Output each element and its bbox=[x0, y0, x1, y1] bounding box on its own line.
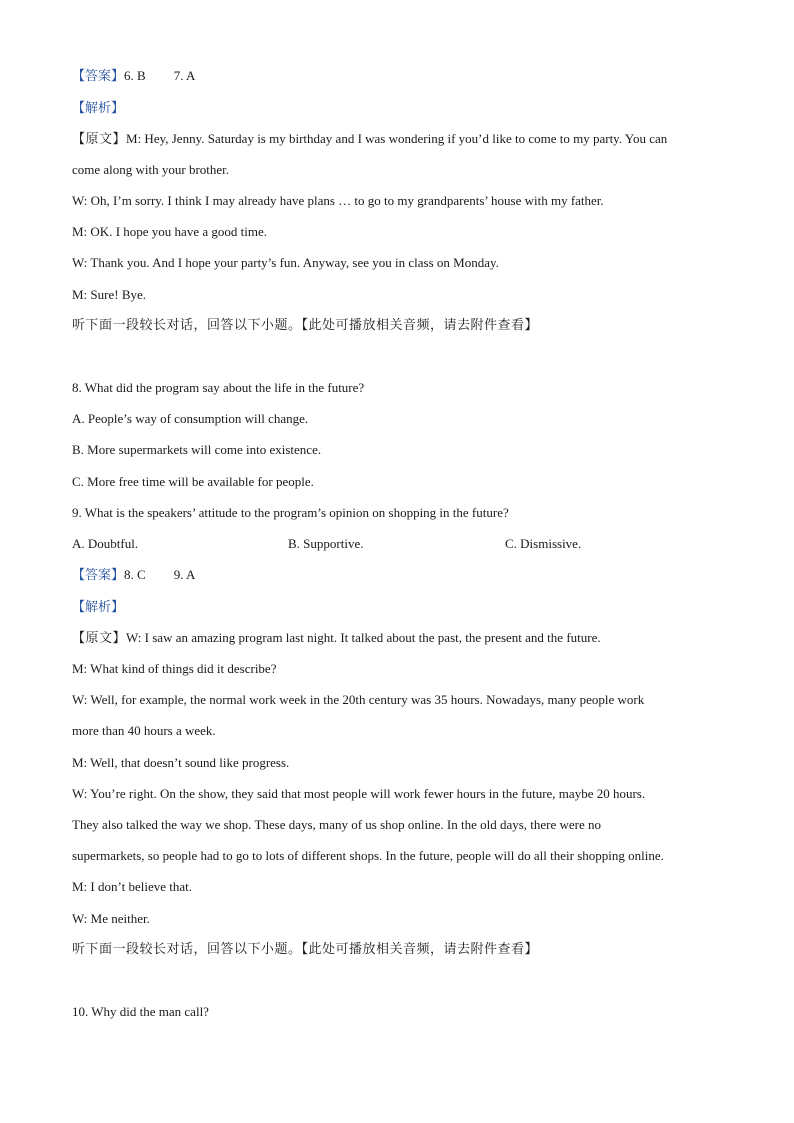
transcript-line: W: Well, for example, the normal work week in the 20th century was 35 hours. Nowadays, many people work bbox=[72, 692, 645, 707]
transcript-line: M: Well, that doesn’t sound like progress. bbox=[72, 755, 290, 770]
transcript-line bbox=[72, 130, 732, 149]
transcript-line: M: OK. I hope you have a good time. bbox=[72, 224, 267, 239]
analysis-label: 【解析】 bbox=[72, 600, 125, 615]
transcript-label: 【原文】 bbox=[72, 132, 127, 147]
question-8-option-a: A. People’s way of consumption will change. bbox=[72, 411, 309, 426]
question-8: 8. What did the program say about the life in the future? bbox=[72, 380, 365, 395]
transcript-line: M: What kind of things did it describe? bbox=[72, 661, 277, 676]
analysis-label: 【解析】 bbox=[72, 101, 125, 116]
answer-7: 7. A bbox=[173, 68, 196, 83]
analysis-line-2 bbox=[72, 598, 732, 617]
transcript-line: M: Sure! Bye. bbox=[72, 287, 147, 302]
transcript-line: They also talked the way we shop. These days, many of us shop online. In the old days, there were no bbox=[72, 817, 602, 832]
listening-instruction: 听下面一段较长对话，回答以下小题。【此处可播放相关音频，请去附件查看】 bbox=[72, 318, 539, 333]
answer-9: 9. A bbox=[173, 567, 196, 582]
answer-label: 【答案】 bbox=[72, 69, 125, 84]
question-9-option-a: A. Doubtful. bbox=[72, 536, 139, 551]
transcript-text: W: I saw an amazing program last night. It talked about the past, the present and the future. bbox=[126, 630, 601, 645]
transcript-line bbox=[72, 629, 732, 648]
transcript-label: 【原文】 bbox=[72, 631, 127, 646]
answer-line-1 bbox=[72, 67, 732, 86]
transcript-line: W: Me neither. bbox=[72, 911, 150, 926]
question-10: 10. Why did the man call? bbox=[72, 1004, 209, 1019]
transcript-line: supermarkets, so people had to go to lots of different shops. In the future, people will do all their shopping online. bbox=[72, 848, 664, 863]
analysis-line-1 bbox=[72, 99, 732, 118]
transcript-line: M: I don’t believe that. bbox=[72, 879, 192, 894]
transcript-line: W: Oh, I’m sorry. I think I may already have plans … to go to my grandparents’ house with my father. bbox=[72, 193, 604, 208]
question-8-option-c: C. More free time will be available for people. bbox=[72, 474, 314, 489]
transcript-line: W: You’re right. On the show, they said that most people will work fewer hours in the future, maybe 20 hours. bbox=[72, 786, 646, 801]
question-8-option-b: B. More supermarkets will come into existence. bbox=[72, 442, 322, 457]
answer-6: 6. B bbox=[124, 68, 146, 83]
transcript-line: more than 40 hours a week. bbox=[72, 723, 216, 738]
answer-line-2 bbox=[72, 566, 732, 585]
question-9-option-c: C. Dismissive. bbox=[505, 536, 582, 551]
answer-8: 8. C bbox=[124, 567, 146, 582]
listening-instruction: 听下面一段较长对话，回答以下小题。【此处可播放相关音频，请去附件查看】 bbox=[72, 942, 539, 957]
transcript-text: M: Hey, Jenny. Saturday is my birthday and I was wondering if you’d like to come to my party. You can bbox=[126, 131, 668, 146]
question-9: 9. What is the speakers’ attitude to the program’s opinion on shopping in the future? bbox=[72, 505, 509, 520]
transcript-line: W: Thank you. And I hope your party’s fun. Anyway, see you in class on Monday. bbox=[72, 255, 499, 270]
answer-label: 【答案】 bbox=[72, 568, 125, 583]
question-9-option-b: B. Supportive. bbox=[288, 536, 364, 551]
transcript-line: come along with your brother. bbox=[72, 162, 230, 177]
